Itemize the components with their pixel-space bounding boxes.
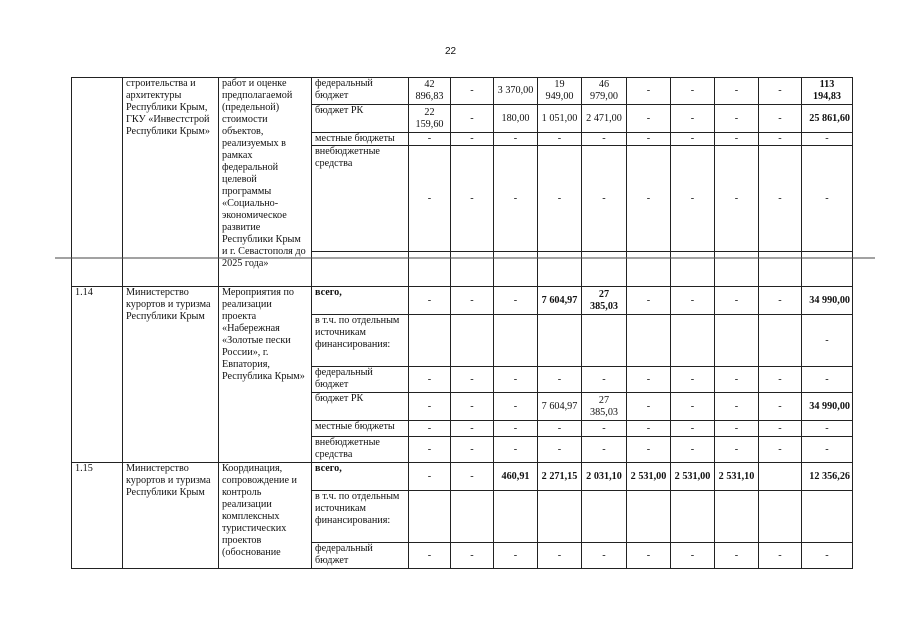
value-cell: - [759,287,802,315]
value-cell: - [715,393,759,421]
value-cell: 27 385,03 [582,393,627,421]
value-cell: - [582,421,627,437]
value-cell: - [451,393,494,421]
measure-cell: Мероприятия по реализации проекта «Набережная «Золотые пески России», г. Евпатория, Республика Крым» [219,287,312,463]
executor-cell: Министерство курортов и туризма Республики Крым [123,463,219,569]
source-cell: федеральный бюджет [312,543,409,569]
total-cell: - [802,315,853,367]
value-cell: - [409,393,451,421]
source-cell: бюджет РК [312,393,409,421]
value-cell: - [451,133,494,146]
value-cell: - [759,543,802,569]
source-cell: федеральный бюджет [312,367,409,393]
value-cell: - [627,133,671,146]
value-cell: - [494,393,538,421]
value-cell: - [759,146,802,252]
value-cell: - [494,146,538,252]
row-number: 1.14 [72,287,123,463]
source-cell: местные бюджеты [312,421,409,437]
value-cell: - [759,393,802,421]
value-cell: - [409,421,451,437]
value-cell: - [494,133,538,146]
value-cell: - [494,543,538,569]
value-cell: - [715,105,759,133]
value-cell: - [582,437,627,463]
value-cell: - [409,463,451,491]
total-cell: 34 990,00 [802,287,853,315]
value-cell: - [671,105,715,133]
value-cell: - [409,437,451,463]
value-cell: - [627,78,671,105]
value-cell: - [409,367,451,393]
value-cell: - [715,421,759,437]
source-cell: внебюджетные средства [312,437,409,463]
value-cell: - [451,78,494,105]
value-cell: - [538,133,582,146]
value-cell: - [671,287,715,315]
value-cell: - [538,543,582,569]
value-cell: - [451,367,494,393]
total-cell: - [802,367,853,393]
value-cell: 2 031,10 [582,463,627,491]
value-cell: - [627,287,671,315]
total-cell: 113 194,83 [802,78,853,105]
value-cell: 3 370,00 [494,78,538,105]
value-cell: 42 896,83 [409,78,451,105]
value-cell: - [627,393,671,421]
table-row [72,78,853,105]
value-cell: 27 385,03 [582,287,627,315]
value-cell: - [538,421,582,437]
executor-cell: строительства и архитектуры Республики Крым, ГКУ «Инвестстрой Республики Крым» [123,78,219,287]
value-cell: - [759,133,802,146]
value-cell: - [582,146,627,252]
total-cell: 25 861,60 [802,105,853,133]
value-cell: - [451,146,494,252]
value-cell: - [409,543,451,569]
value-cell: 46 979,00 [582,78,627,105]
value-cell: - [715,78,759,105]
total-cell: 12 356,26 [802,463,853,491]
executor-cell: Министерство курортов и туризма Республики Крым [123,287,219,463]
source-cell: бюджет РК [312,105,409,133]
source-cell: всего, [312,463,409,491]
num-cell [72,78,123,287]
value-cell: - [582,543,627,569]
value-cell: - [494,367,538,393]
total-cell: - [802,421,853,437]
value-cell: 1 051,00 [538,105,582,133]
value-cell: - [409,287,451,315]
total-cell: 34 990,00 [802,393,853,421]
value-cell: 22 159,60 [409,105,451,133]
value-cell: - [759,105,802,133]
total-cell: - [802,437,853,463]
value-cell [759,463,802,491]
value-cell: - [627,146,671,252]
value-cell: - [715,287,759,315]
value-cell: - [451,463,494,491]
value-cell: - [627,543,671,569]
value-cell: - [759,367,802,393]
value-cell: - [451,437,494,463]
value-cell: 7 604,97 [538,393,582,421]
value-cell: - [451,105,494,133]
financing-table [71,77,853,569]
row-number: 1.15 [72,463,123,569]
value-cell: - [494,421,538,437]
value-cell: - [671,393,715,421]
table-row [72,287,853,315]
measure-cell: Координация, сопровождение и контроль реализации комплексных туристических проектов (обоснование [219,463,312,569]
page-number: 22 [444,46,457,57]
value-cell: - [671,133,715,146]
value-cell: - [715,367,759,393]
value-cell: 7 604,97 [538,287,582,315]
value-cell: - [582,367,627,393]
value-cell: - [671,543,715,569]
value-cell: - [538,146,582,252]
source-cell: внебюджетные средства [312,146,409,252]
source-cell: в т.ч. по отдельным источникам финансирования: [312,315,409,367]
total-cell: - [802,543,853,569]
value-cell: - [409,146,451,252]
value-cell: - [451,287,494,315]
value-cell: 2 531,00 [671,463,715,491]
value-cell: 19 949,00 [538,78,582,105]
value-cell: - [715,146,759,252]
total-cell: - [802,133,853,146]
value-cell: - [538,367,582,393]
value-cell: - [451,421,494,437]
value-cell: - [715,133,759,146]
value-cell: - [671,78,715,105]
total-cell: - [802,146,853,252]
value-cell: - [409,133,451,146]
source-cell: федеральный бюджет [312,78,409,105]
value-cell: 2 531,10 [715,463,759,491]
value-cell: - [627,367,671,393]
value-cell: - [715,437,759,463]
value-cell: 460,91 [494,463,538,491]
value-cell: - [759,78,802,105]
value-cell: - [671,367,715,393]
measure-cell: работ и оценке предполагаемой (предельной) стоимости объектов, реализуемых в рамках федеральной целевой программы «Социально-экономическое развитие Республики Крым и г. Севастополя до 2025 года» [219,78,312,287]
value-cell: 2 531,00 [627,463,671,491]
source-cell: местные бюджеты [312,133,409,146]
value-cell: - [759,437,802,463]
value-cell: - [538,437,582,463]
value-cell: - [494,287,538,315]
source-cell: всего, [312,287,409,315]
value-cell: - [627,437,671,463]
value-cell: - [671,437,715,463]
value-cell: 2 271,15 [538,463,582,491]
table-row [72,463,853,491]
source-cell: в т.ч. по отдельным источникам финансирования: [312,491,409,543]
scan-artifact-line [55,257,875,259]
value-cell: - [582,133,627,146]
value-cell: 180,00 [494,105,538,133]
value-cell: 2 471,00 [582,105,627,133]
value-cell: - [494,437,538,463]
value-cell: - [451,543,494,569]
value-cell: - [671,146,715,252]
value-cell: - [627,421,671,437]
value-cell: - [671,421,715,437]
value-cell: - [715,543,759,569]
value-cell: - [627,105,671,133]
value-cell: - [759,421,802,437]
